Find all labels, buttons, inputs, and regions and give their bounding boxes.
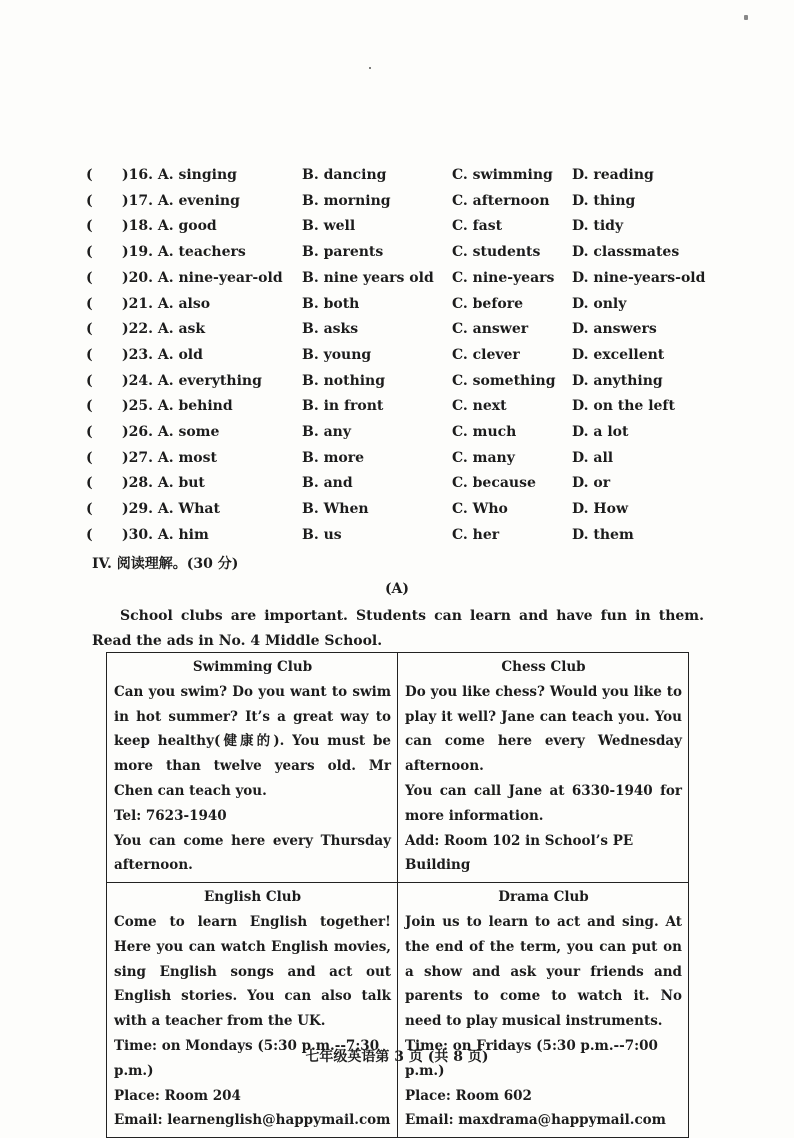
swimming-club-time: You can come here every Thursday afternoon.: [114, 832, 391, 874]
scan-speck: [369, 67, 371, 69]
question-row: [0, 524, 794, 546]
option-c: C. her: [452, 526, 500, 543]
answer-blank: (: [86, 346, 93, 363]
answer-blank: (: [86, 244, 93, 261]
question-row: [0, 164, 794, 186]
section-title: IV. 阅读理解。(30 分): [92, 556, 239, 572]
answer-blank: (: [86, 218, 93, 235]
option-d: D. answers: [572, 321, 657, 338]
option-b: B. both: [302, 295, 360, 312]
option-c: C. something: [452, 372, 556, 389]
option-a: )28. A. but: [122, 475, 205, 492]
option-c: C. nine-years: [452, 269, 555, 286]
option-a: )21. A. also: [122, 295, 211, 312]
english-club-ad: [107, 883, 398, 1138]
option-d: D. tidy: [572, 218, 624, 235]
swimming-club-body: Can you swim? Do you want to swim in hot summer? It’s a great way to keep healthy(健康的). You must be more than twelve years old. Mr Chen can teach you.: [114, 683, 391, 799]
question-row: [0, 241, 794, 263]
option-a: )22. A. ask: [122, 321, 206, 338]
answer-blank: (: [86, 321, 93, 338]
option-c: C. because: [452, 475, 536, 492]
option-d: D. or: [572, 475, 611, 492]
english-club-email: Email: learnenglish@happymail.com: [114, 1112, 391, 1129]
question-row: [0, 267, 794, 289]
option-d: D. all: [572, 449, 614, 466]
option-d: D. classmates: [572, 244, 680, 261]
option-c: C. much: [452, 424, 517, 440]
english-club-time: Time: on Mondays (5:30 p.m.--7:30 p.m.): [114, 1037, 380, 1079]
option-a: )24. A. everything: [122, 372, 262, 389]
option-d: D. excellent: [572, 346, 665, 363]
option-c: C. many: [452, 449, 515, 466]
answer-blank: (: [86, 167, 93, 183]
answer-blank: (: [86, 449, 93, 466]
swimming-club-ad: [107, 653, 398, 883]
option-c: C. fast: [452, 218, 503, 235]
option-c: C. afternoon: [452, 192, 550, 209]
question-row: [0, 215, 794, 237]
option-a: )17. A. evening: [122, 192, 240, 209]
option-c: C. before: [452, 295, 523, 312]
question-row: [0, 318, 794, 340]
page-footer: 七年级英语第 3 页 (共 8 页): [305, 1049, 489, 1065]
option-a: )25. A. behind: [122, 398, 233, 415]
option-b: B. asks: [302, 321, 359, 338]
chess-club-ad: [398, 653, 689, 883]
option-a: )30. A. him: [122, 526, 209, 543]
option-b: B. parents: [302, 244, 384, 261]
swimming-club-tel: Tel: 7623-1940: [114, 807, 227, 824]
chess-club-call: You can call Jane at 6330-1940 for more information.: [405, 782, 682, 824]
drama-club-ad: [398, 883, 689, 1138]
question-row: [0, 190, 794, 212]
question-row: [0, 370, 794, 392]
option-a: )27. A. most: [122, 449, 217, 466]
option-b: B. in front: [302, 398, 384, 415]
answer-blank: (: [86, 192, 93, 209]
option-d: D. reading: [572, 167, 654, 183]
option-b: B. young: [302, 346, 372, 363]
option-b: B. any: [302, 424, 351, 440]
swimming-club-title: Swimming Club: [192, 659, 313, 675]
answer-blank: (: [86, 372, 93, 389]
option-d: D. them: [572, 526, 634, 543]
option-c: C. swimming: [452, 167, 553, 183]
drama-club-body: Join us to learn to act and sing. At the end of the term, you can put on a show and ask your friends and parents to come to watch it. No need to play musical instruments.: [405, 913, 682, 1030]
option-b: B. and: [302, 475, 353, 492]
option-d: D. How: [572, 501, 629, 518]
option-c: C. answer: [452, 321, 529, 338]
option-a: )26. A. some: [122, 424, 220, 440]
chess-club-title: Chess Club: [501, 659, 586, 675]
chess-club-body: Do you like chess? Would you like to play it well? Jane can teach you. You can come here every Wednesday afternoon.: [405, 683, 682, 775]
question-row: [0, 344, 794, 366]
option-b: B. us: [302, 526, 342, 543]
question-row: [0, 293, 794, 315]
option-c: C. next: [452, 398, 507, 415]
option-a: )29. A. What: [122, 501, 220, 518]
option-d: D. anything: [572, 372, 663, 389]
option-b: B. nine years old: [302, 269, 434, 286]
option-d: D. on the left: [572, 398, 675, 415]
answer-blank: (: [86, 398, 93, 415]
option-b: B. well: [302, 218, 356, 235]
part-label: (A): [384, 581, 410, 597]
option-a: )20. A. nine-year-old: [122, 269, 283, 286]
option-b: B. When: [302, 501, 369, 518]
scan-speck: [744, 15, 748, 20]
question-row: [0, 472, 794, 494]
option-c: C. Who: [452, 501, 508, 518]
option-a: )19. A. teachers: [122, 244, 246, 261]
question-row: [0, 498, 794, 520]
option-a: )23. A. old: [122, 346, 203, 363]
option-b: B. nothing: [302, 372, 386, 389]
option-d: D. thing: [572, 192, 636, 209]
option-c: C. students: [452, 244, 541, 261]
english-club-title: English Club: [203, 889, 302, 906]
english-club-body: Come to learn English together! Here you can watch English movies, sing English songs and act out English stories. You can also talk with a teacher from the UK.: [114, 913, 391, 1030]
option-b: B. morning: [302, 192, 391, 209]
option-d: D. a lot: [572, 424, 629, 440]
option-c: C. clever: [452, 346, 520, 363]
option-b: B. more: [302, 449, 365, 466]
answer-blank: (: [86, 475, 93, 492]
answer-blank: (: [86, 501, 93, 518]
answer-blank: (: [86, 526, 93, 543]
question-row: [0, 447, 794, 469]
question-row: [0, 395, 794, 417]
option-b: B. dancing: [302, 167, 387, 183]
option-a: )18. A. good: [122, 218, 217, 235]
answer-blank: (: [86, 269, 93, 286]
answer-blank: (: [86, 295, 93, 312]
drama-club-place: Place: Room 602: [405, 1087, 532, 1104]
option-a: )16. A. singing: [122, 167, 237, 183]
drama-club-title: Drama Club: [498, 889, 589, 906]
question-row: [0, 421, 794, 443]
english-club-place: Place: Room 204: [114, 1087, 241, 1104]
option-d: D. nine-years-old: [572, 269, 706, 286]
reading-intro: School clubs are important. Students can learn and have fun in them. Read the ads in No. 4 Middle School.: [92, 608, 704, 649]
chess-club-address: Add: Room 102 in School’s PE Building: [405, 832, 634, 874]
answer-blank: (: [86, 424, 93, 440]
drama-club-time: Time: on Fridays (5:30 p.m.--7:00 p.m.): [405, 1037, 658, 1079]
option-d: D. only: [572, 295, 627, 312]
drama-club-email: Email: maxdrama@happymail.com: [405, 1112, 666, 1129]
